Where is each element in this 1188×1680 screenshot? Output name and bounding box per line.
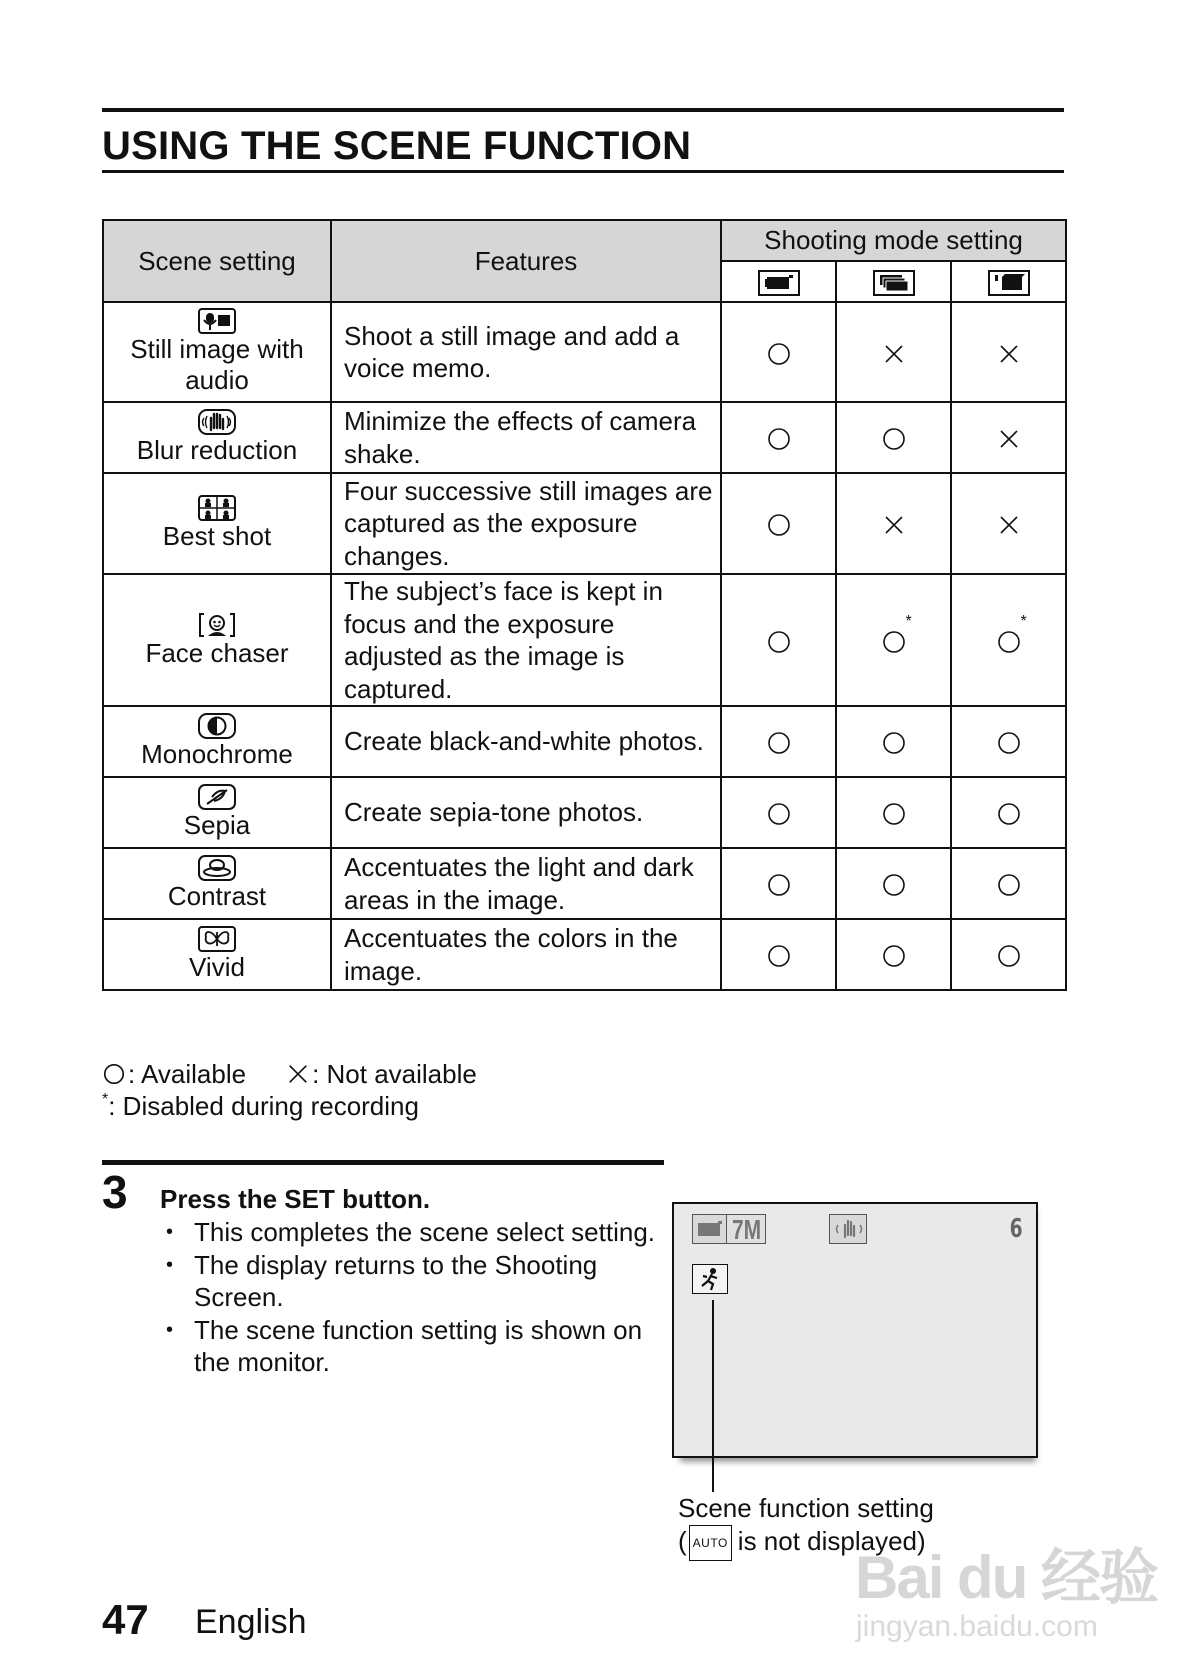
- feature-cell: Four successive still images are captured as the exposure changes.: [331, 473, 721, 574]
- cross-mark-icon: [286, 1062, 310, 1086]
- step-number: 3: [102, 1166, 128, 1218]
- feature-cell: Shoot a still image and add a voice memo.: [331, 302, 721, 402]
- mark-available: [951, 706, 1066, 777]
- scene-cell: [103, 402, 331, 473]
- watermark-url: jingyan.baidu.com: [856, 1610, 1098, 1643]
- table-row: [103, 574, 1066, 706]
- scene-label: Contrast: [167, 881, 267, 911]
- table-row: [103, 919, 1066, 990]
- feature-cell: Accentuates the colors in the image.: [331, 919, 721, 990]
- circle-mark-icon: [102, 1062, 126, 1086]
- camera-monitor: [672, 1202, 1038, 1458]
- caption-line-2: ( AUTO is not displayed): [678, 1525, 934, 1562]
- table-row: [103, 777, 1066, 848]
- mark-available: [721, 402, 836, 473]
- list-item: • The display returns to the Shooting Screen.: [160, 1249, 660, 1314]
- title-top-rule: [102, 108, 1064, 112]
- mark-available-starred: [836, 574, 951, 706]
- mark-available: [951, 848, 1066, 919]
- sepia-icon: [198, 784, 236, 810]
- callout-line: [712, 1300, 714, 1492]
- title-bottom-rule: [102, 170, 1064, 173]
- hand-shake-icon: [830, 1215, 866, 1243]
- step-heading: Press the SET button.: [160, 1184, 431, 1214]
- mark-available: [721, 706, 836, 777]
- legend-row-star: [102, 1090, 477, 1122]
- mark-available: [836, 848, 951, 919]
- scene-cell: [103, 919, 331, 990]
- step-bullets: [160, 1216, 660, 1379]
- sequential-shot-icon: [872, 269, 916, 297]
- caption-line-1: Scene function setting: [678, 1493, 934, 1523]
- header-scene-setting: Scene setting: [103, 220, 331, 302]
- voice-memo-icon: [198, 308, 236, 334]
- scene-table: [102, 219, 1067, 991]
- contrast-icon: [198, 855, 236, 881]
- watermark-brand: Bai du 经验: [855, 1544, 1158, 1611]
- table-row: [103, 706, 1066, 777]
- resolution-label: 7M: [732, 1214, 762, 1245]
- best-shot-icon: [198, 495, 236, 521]
- scene-cell: [103, 473, 331, 574]
- scene-label: Best shot: [162, 521, 272, 551]
- mark-not-available: [951, 473, 1066, 574]
- feature-cell: Create black-and-white photos.: [331, 706, 721, 777]
- asterisk-mark: *: [905, 612, 912, 630]
- still-camera-icon: [757, 269, 801, 297]
- mark-available: [721, 574, 836, 706]
- page-title: USING THE SCENE FUNCTION: [102, 124, 692, 168]
- feature-cell: Create sepia-tone photos.: [331, 777, 721, 848]
- scene-label: Still image with audio: [130, 334, 304, 395]
- table-legend: [102, 1058, 477, 1122]
- table-row: [103, 402, 1066, 473]
- vivid-icon: [198, 926, 236, 952]
- mark-available: [721, 473, 836, 574]
- list-item: • The scene function setting is shown on the monitor.: [160, 1314, 660, 1379]
- mode-still-header: [721, 261, 836, 302]
- scene-cell: [103, 574, 331, 706]
- step-rule: [102, 1160, 664, 1165]
- mode-video-header: [951, 261, 1066, 302]
- legend-row-marks: [102, 1058, 477, 1090]
- mark-available: [836, 706, 951, 777]
- scene-cell: [103, 848, 331, 919]
- list-item: • This completes the scene select setting.: [160, 1216, 660, 1249]
- face-chaser-icon: [198, 612, 236, 638]
- scene-label: Monochrome: [141, 739, 293, 769]
- video-camera-icon: [987, 269, 1031, 297]
- mark-available: [721, 777, 836, 848]
- scene-indicator: [692, 1264, 728, 1294]
- legend-available: : Available: [128, 1059, 247, 1089]
- mark-not-available: [836, 302, 951, 402]
- mark-available: [721, 848, 836, 919]
- table-row: [103, 302, 1066, 402]
- mark-available-starred: [951, 574, 1066, 706]
- mark-available: [836, 777, 951, 848]
- shot-count: 6: [1009, 1214, 1023, 1244]
- mark-available: [721, 919, 836, 990]
- monitor-stabilizer-badge: [829, 1214, 867, 1244]
- scene-label: Face chaser: [145, 637, 289, 668]
- page-number: 47: [102, 1596, 149, 1643]
- legend-asterisk: *: [102, 1091, 109, 1108]
- scene-label: Blur reduction: [136, 435, 298, 465]
- feature-cell: The subject’s face is kept in focus and the exposure adjusted as the image is captured.: [331, 574, 721, 706]
- table-row: [103, 473, 1066, 574]
- hand-shake-icon: [198, 409, 236, 435]
- still-camera-icon: [693, 1215, 727, 1243]
- table-row: [103, 848, 1066, 919]
- mark-available: [836, 402, 951, 473]
- feature-cell: Accentuates the light and dark areas in the image.: [331, 848, 721, 919]
- mark-available: [721, 302, 836, 402]
- header-features: Features: [331, 220, 721, 302]
- mark-available: [836, 919, 951, 990]
- monochrome-icon: [198, 713, 236, 739]
- scene-cell: [103, 302, 331, 402]
- mark-available: [951, 919, 1066, 990]
- scene-cell: [103, 777, 331, 848]
- auto-badge: AUTO: [689, 1525, 732, 1562]
- monitor-still-badge: [692, 1214, 728, 1244]
- page-language: English: [195, 1603, 307, 1641]
- mark-available: [951, 777, 1066, 848]
- mark-not-available: [836, 473, 951, 574]
- mark-not-available: [951, 402, 1066, 473]
- legend-not-available: : Not available: [312, 1059, 477, 1089]
- asterisk-mark: *: [1020, 612, 1027, 630]
- scene-label: Vivid: [189, 952, 245, 982]
- header-shooting-mode: Shooting mode setting: [721, 220, 1066, 261]
- sports-scene-icon: [693, 1265, 727, 1293]
- feature-cell: Minimize the effects of camera shake.: [331, 402, 721, 473]
- scene-label: Sepia: [183, 810, 251, 840]
- mode-sequential-header: [836, 261, 951, 302]
- mark-not-available: [951, 302, 1066, 402]
- legend-disabled: : Disabled during recording: [108, 1091, 419, 1121]
- scene-cell: [103, 706, 331, 777]
